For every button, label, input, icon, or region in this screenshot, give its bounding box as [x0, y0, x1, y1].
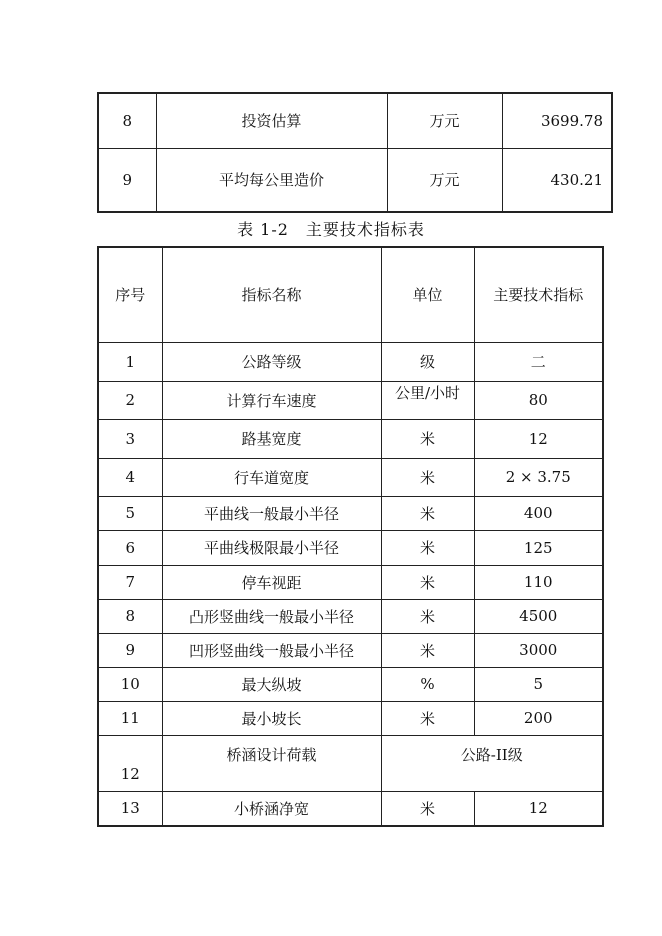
indicator-name: 公路等级 [162, 342, 381, 381]
table-row [98, 342, 603, 381]
unit-cell: 米 [381, 530, 474, 565]
indicator-name: 计算行车速度 [162, 381, 381, 419]
header-value: 主要技术指标 [474, 247, 603, 342]
unit-cell: 米 [381, 419, 474, 458]
indicator-name: 小桥涵净宽 [162, 791, 381, 826]
value-cell: 12 [474, 419, 603, 458]
table-row [98, 565, 603, 599]
table-row [98, 791, 603, 826]
merged-value-cell: 公路-II级 [381, 735, 603, 791]
row-number: 12 [98, 735, 162, 791]
header-row [98, 247, 603, 342]
row-number: 8 [98, 93, 156, 148]
unit-cell: 米 [381, 496, 474, 530]
unit-cell: 米 [381, 701, 474, 735]
value-cell: 80 [474, 381, 603, 419]
unit-cell: 万元 [387, 148, 502, 212]
indicator-name: 凸形竖曲线一般最小半径 [162, 599, 381, 633]
unit-cell: % [381, 667, 474, 701]
unit-cell: 米 [381, 458, 474, 496]
row-number: 9 [98, 148, 156, 212]
indicator-name: 平均每公里造价 [156, 148, 387, 212]
table-row [98, 93, 612, 148]
value-cell: 5 [474, 667, 603, 701]
value-cell: 400 [474, 496, 603, 530]
row-number: 1 [98, 342, 162, 381]
table-row [98, 735, 603, 791]
value-cell: 3000 [474, 633, 603, 667]
row-number: 10 [98, 667, 162, 701]
header-unit: 单位 [381, 247, 474, 342]
value-cell: 200 [474, 701, 603, 735]
value-cell: 125 [474, 530, 603, 565]
unit-cell: 米 [381, 791, 474, 826]
technical-indicators-table [97, 246, 604, 827]
table-row [98, 458, 603, 496]
row-number: 2 [98, 381, 162, 419]
unit-cell: 万元 [387, 93, 502, 148]
unit-cell: 米 [381, 599, 474, 633]
value-cell: 二 [474, 342, 603, 381]
unit-cell: 米 [381, 633, 474, 667]
indicator-name: 平曲线一般最小半径 [162, 496, 381, 530]
row-number: 11 [98, 701, 162, 735]
table-row [98, 530, 603, 565]
row-number: 4 [98, 458, 162, 496]
value-cell: 12 [474, 791, 603, 826]
header-number: 序号 [98, 247, 162, 342]
value-cell: 110 [474, 565, 603, 599]
unit-cell: 级 [381, 342, 474, 381]
table-row [98, 667, 603, 701]
table-row [98, 599, 603, 633]
indicator-name: 最小坡长 [162, 701, 381, 735]
row-number: 8 [98, 599, 162, 633]
unit-cell: 米 [381, 565, 474, 599]
indicator-name: 平曲线极限最小半径 [162, 530, 381, 565]
investment-table [97, 92, 613, 213]
row-number: 6 [98, 530, 162, 565]
unit-cell: 公里/小时 [381, 381, 474, 419]
table-caption: 表 1-2 主要技术指标表 [237, 220, 425, 239]
table-row [98, 701, 603, 735]
value-cell: 430.21 [502, 148, 612, 212]
table-row [98, 419, 603, 458]
table-row [98, 381, 603, 419]
indicator-name: 行车道宽度 [162, 458, 381, 496]
table-row [98, 148, 612, 212]
table-row [98, 496, 603, 530]
indicator-name: 投资估算 [156, 93, 387, 148]
value-cell: 2 × 3.75 [474, 458, 603, 496]
row-number: 3 [98, 419, 162, 458]
row-number: 9 [98, 633, 162, 667]
header-name: 指标名称 [162, 247, 381, 342]
indicator-name: 桥涵设计荷载 [162, 735, 381, 791]
row-number: 5 [98, 496, 162, 530]
row-number: 7 [98, 565, 162, 599]
table-row [98, 633, 603, 667]
value-cell: 4500 [474, 599, 603, 633]
indicator-name: 路基宽度 [162, 419, 381, 458]
indicator-name: 停车视距 [162, 565, 381, 599]
indicator-name: 最大纵坡 [162, 667, 381, 701]
row-number: 13 [98, 791, 162, 826]
value-cell: 3699.78 [502, 93, 612, 148]
indicator-name: 凹形竖曲线一般最小半径 [162, 633, 381, 667]
